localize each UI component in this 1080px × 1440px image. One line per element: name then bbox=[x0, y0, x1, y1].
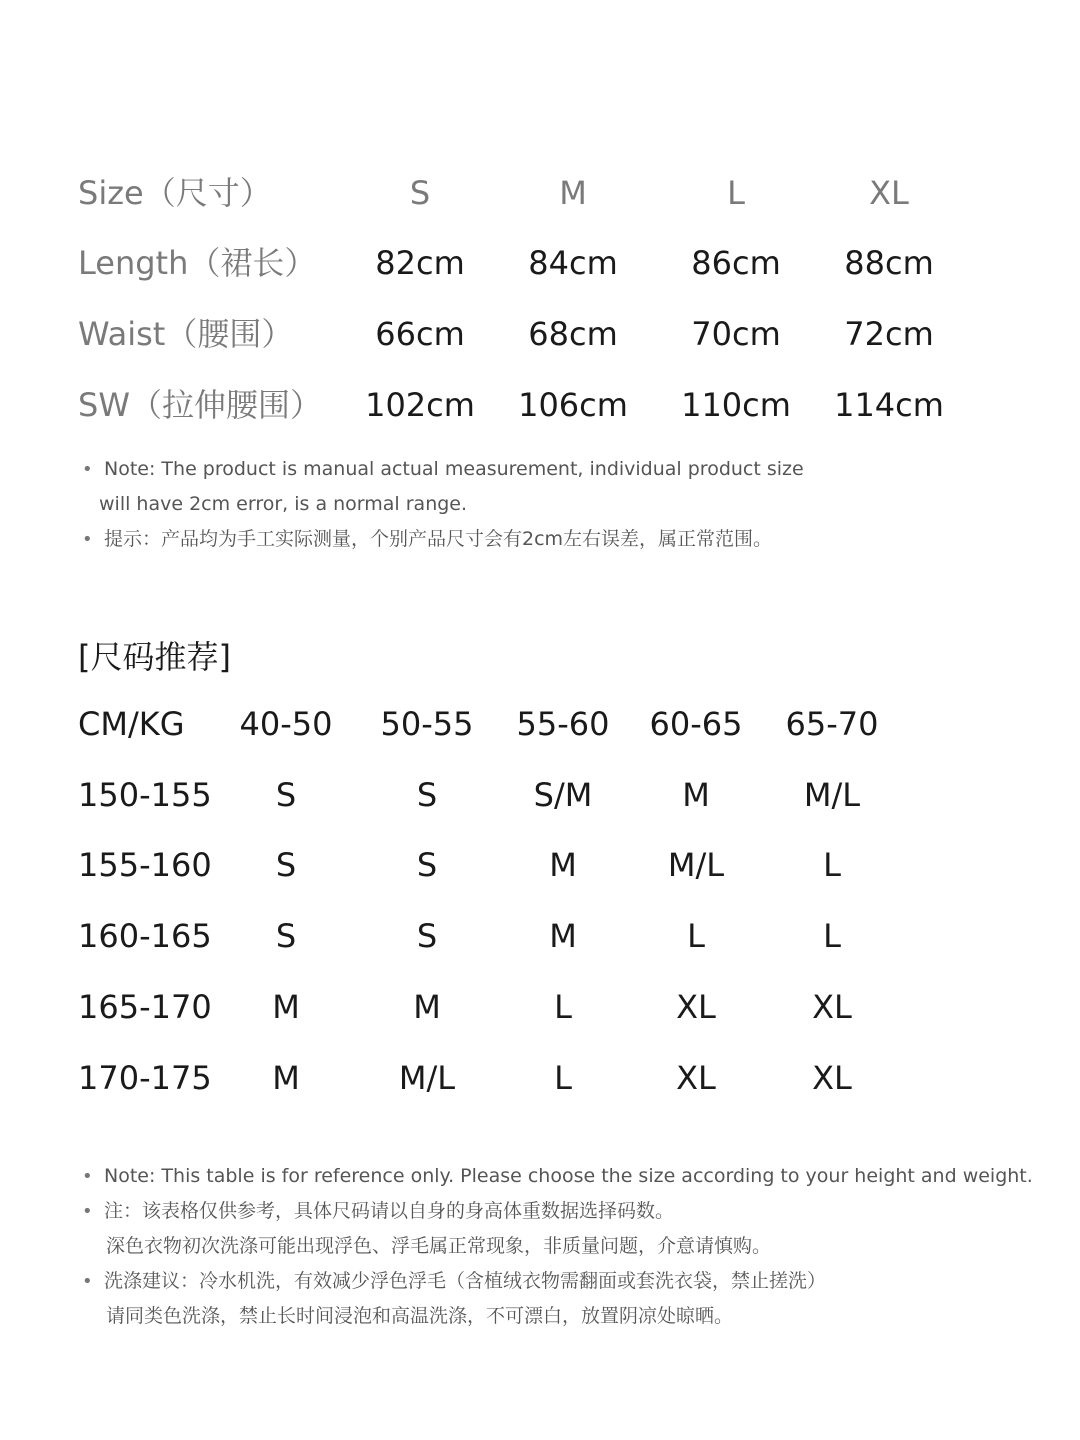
table-cell: 114cm bbox=[834, 386, 944, 424]
height-range: 170-175 bbox=[78, 1059, 212, 1097]
weight-range: 55-60 bbox=[516, 705, 610, 743]
note-text: 深色衣物初次洗涤可能出现浮色、浮毛属正常现象，非质量问题，介意请慎购。 bbox=[106, 1235, 772, 1257]
note-line bbox=[82, 522, 1042, 557]
note-line bbox=[82, 1229, 1042, 1264]
recommend-header-row bbox=[0, 694, 1080, 754]
table-cell: S bbox=[416, 776, 438, 814]
table-cell: S bbox=[416, 846, 438, 884]
measurement-notes bbox=[82, 452, 1042, 557]
table-cell: L bbox=[554, 988, 572, 1026]
height-range: 165-170 bbox=[78, 988, 212, 1026]
size-header-m: M bbox=[559, 174, 587, 212]
weight-range: 60-65 bbox=[649, 705, 743, 743]
height-range: 160-165 bbox=[78, 917, 212, 955]
table-cell: 66cm bbox=[375, 315, 465, 353]
table-cell: M/L bbox=[667, 846, 725, 884]
row-label: Length（裙长） bbox=[78, 244, 317, 282]
table-row bbox=[0, 906, 1080, 966]
table-row bbox=[0, 977, 1080, 1037]
height-range: 155-160 bbox=[78, 846, 212, 884]
size-row-stretch-waist bbox=[0, 375, 1080, 435]
table-cell: 68cm bbox=[528, 315, 618, 353]
note-text: 请同类色洗涤，禁止长时间浸泡和高温洗涤，不可漂白，放置阴凉处晾晒。 bbox=[106, 1305, 734, 1327]
table-cell: S bbox=[275, 917, 297, 955]
table-cell: M bbox=[549, 846, 577, 884]
bullet-icon: • bbox=[82, 1166, 93, 1187]
bullet-icon: • bbox=[82, 1271, 93, 1292]
reference-notes bbox=[82, 1159, 1042, 1334]
table-cell: XL bbox=[676, 988, 716, 1026]
weight-range: 40-50 bbox=[239, 705, 333, 743]
note-text: will have 2cm error, is a normal range. bbox=[99, 493, 468, 515]
table-cell: XL bbox=[812, 988, 852, 1026]
size-header-l: L bbox=[727, 174, 745, 212]
size-header-s: S bbox=[409, 174, 431, 212]
table-row bbox=[0, 1048, 1080, 1108]
size-header-label: Size（尺寸） bbox=[78, 174, 272, 212]
note-text: Note: This table is for reference only. Please choose the size according to your height and weight. bbox=[104, 1165, 1033, 1187]
table-row bbox=[0, 765, 1080, 825]
table-cell: M bbox=[413, 988, 441, 1026]
table-cell: M bbox=[272, 1059, 300, 1097]
table-cell: M bbox=[549, 917, 577, 955]
table-row bbox=[0, 835, 1080, 895]
table-cell: S/M bbox=[533, 776, 593, 814]
table-cell: L bbox=[687, 917, 705, 955]
size-header-xl: XL bbox=[869, 174, 909, 212]
table-cell: S bbox=[275, 776, 297, 814]
row-label: Waist（腰围） bbox=[78, 315, 294, 353]
table-cell: 110cm bbox=[681, 386, 791, 424]
size-row-length bbox=[0, 233, 1080, 293]
weight-range: 50-55 bbox=[380, 705, 474, 743]
bullet-icon: • bbox=[82, 1201, 93, 1222]
table-cell: L bbox=[823, 917, 841, 955]
row-label: SW（拉伸腰围） bbox=[78, 386, 322, 424]
table-cell: M bbox=[272, 988, 300, 1026]
table-cell: M/L bbox=[803, 776, 861, 814]
table-cell: S bbox=[416, 917, 438, 955]
bullet-icon: • bbox=[82, 459, 93, 480]
note-line bbox=[82, 452, 1042, 487]
table-cell: L bbox=[554, 1059, 572, 1097]
size-header-row bbox=[0, 163, 1080, 223]
note-text: 注：该表格仅供参考，具体尺码请以自身的身高体重数据选择码数。 bbox=[104, 1200, 675, 1222]
note-text: 洗涤建议：冷水机洗，有效减少浮色浮毛（含植绒衣物需翻面或套洗衣袋，禁止搓洗） bbox=[104, 1270, 827, 1292]
note-line bbox=[82, 1299, 1042, 1334]
note-text: Note: The product is manual actual measurement, individual product size bbox=[104, 458, 804, 480]
table-cell: M bbox=[682, 776, 710, 814]
table-cell: 86cm bbox=[691, 244, 781, 282]
note-line bbox=[82, 1159, 1042, 1194]
table-cell: XL bbox=[676, 1059, 716, 1097]
size-row-waist bbox=[0, 304, 1080, 364]
recommend-header-label: CM/KG bbox=[78, 705, 185, 743]
height-range: 150-155 bbox=[78, 776, 212, 814]
table-cell: M/L bbox=[398, 1059, 456, 1097]
note-line bbox=[82, 1264, 1042, 1299]
table-cell: 106cm bbox=[518, 386, 628, 424]
recommend-title: [尺码推荐] bbox=[78, 638, 231, 676]
weight-range: 65-70 bbox=[785, 705, 879, 743]
note-line bbox=[82, 487, 1042, 522]
table-cell: 82cm bbox=[375, 244, 465, 282]
table-cell: 102cm bbox=[365, 386, 475, 424]
bullet-icon: • bbox=[82, 529, 93, 550]
table-cell: S bbox=[275, 846, 297, 884]
note-text: 提示：产品均为手工实际测量，个别产品尺寸会有2cm左右误差，属正常范围。 bbox=[104, 528, 773, 550]
table-cell: 72cm bbox=[844, 315, 934, 353]
table-cell: 70cm bbox=[691, 315, 781, 353]
table-cell: 88cm bbox=[844, 244, 934, 282]
table-cell: XL bbox=[812, 1059, 852, 1097]
table-cell: 84cm bbox=[528, 244, 618, 282]
note-line bbox=[82, 1194, 1042, 1229]
table-cell: L bbox=[823, 846, 841, 884]
